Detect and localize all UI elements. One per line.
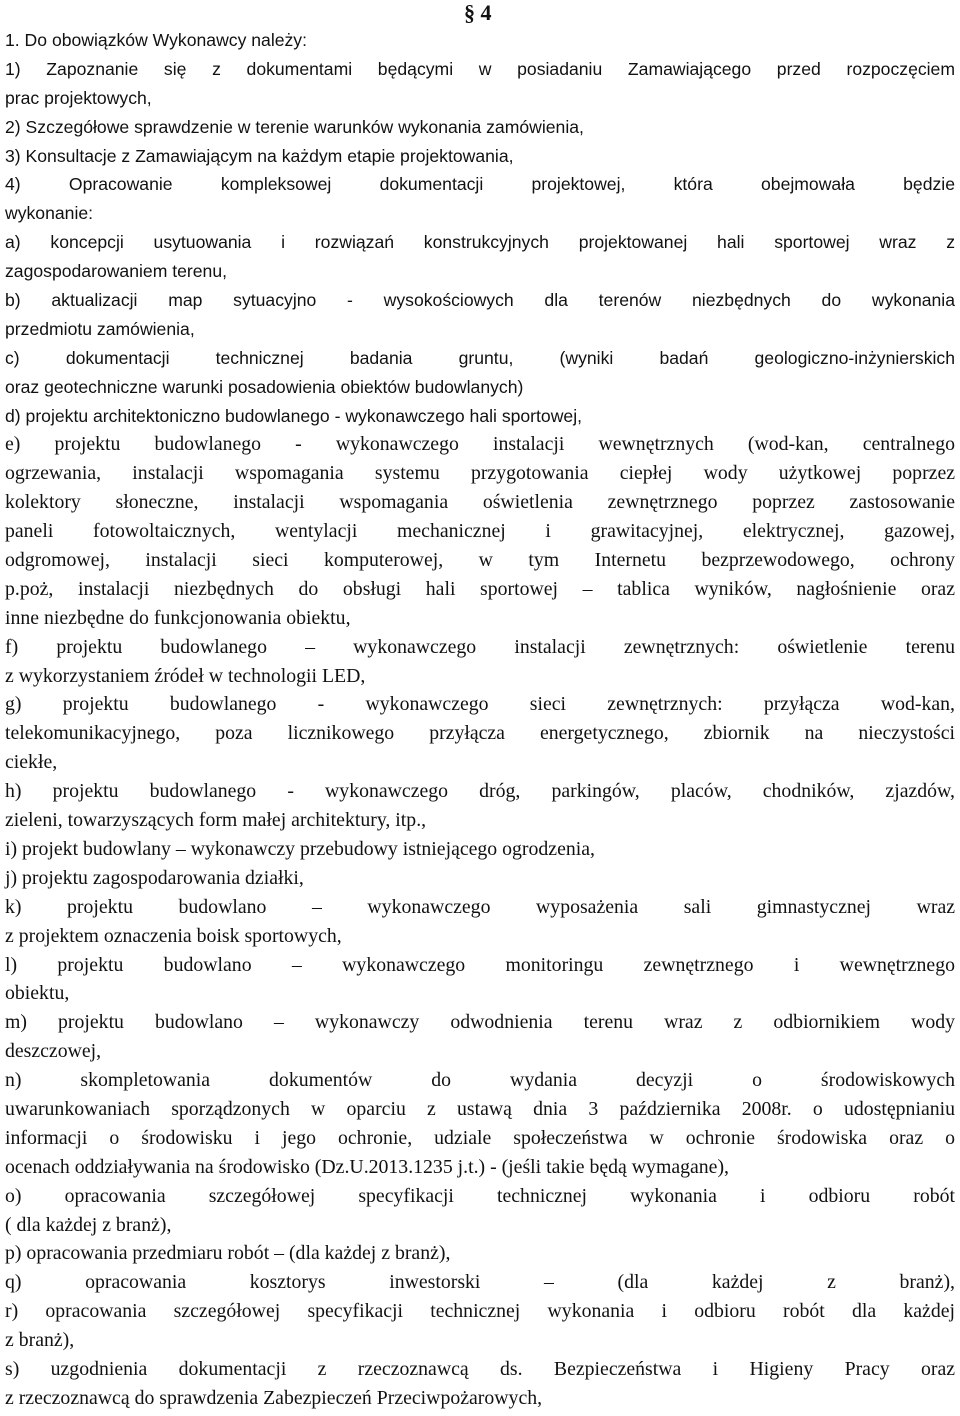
document-body — [5, 26, 955, 1413]
text-line: z wykorzystaniem źródeł w technologii LED, — [5, 664, 366, 687]
text-line: ( dla każdej z branż), — [5, 1213, 172, 1236]
text-line: inne niezbędne do funkcjonowania obiektu, — [5, 606, 351, 629]
text-line: 4) Opracowanie kompleksowej dokumentacji projektowej, która obejmowała będzie — [5, 174, 955, 195]
text-line: obiektu, — [5, 982, 70, 1005]
text-line: c) dokumentacji technicznej badania gruntu, (wyniki badań geologiczno-inżynierskich — [5, 347, 955, 368]
text-line: 3) Konsultacje z Zamawiającym na każdym etapie projektowania, — [5, 145, 514, 166]
text-line: zieleni, towarzyszących form małej architektury, itp., — [5, 809, 427, 832]
text-line: i) projekt budowlany – wykonawczy przebudowy istniejącego ogrodzenia, — [5, 837, 595, 860]
text-line: ocenach oddziaływania na środowisko (Dz.U.2013.1235 j.t.) - (jeśli takie będą wymagane), — [5, 1155, 729, 1178]
text-line: ciekłe, — [5, 751, 58, 774]
text-line: z projektem oznaczenia boisk sportowych, — [5, 924, 342, 947]
text-line: p.poż, instalacji niezbędnych do obsługi hali sportowej – tablica wyników, nagłośnienie oraz — [5, 577, 955, 600]
text-line: d) projektu architektoniczno budowlanego - wykonawczego hali sportowej, — [5, 405, 583, 426]
text-line: a) koncepcji usytuowania i rozwiązań konstrukcyjnych projektowanej hali sportowej wraz z — [5, 232, 955, 253]
text-line: oraz geotechniczne warunki posadowienia obiektów budowlanych) — [5, 376, 524, 397]
text-line: p) opracowania przedmiaru robót – (dla każdej z branż), — [5, 1242, 451, 1265]
text-line: r) opracowania szczegółowej specyfikacji technicznej wykonania i odbioru robót dla każdej — [5, 1300, 955, 1323]
text-line: uwarunkowaniach sporządzonych w oparciu z ustawą dnia 3 października 2008r. o udostępnianiu — [5, 1097, 955, 1120]
text-line: informacji o środowisku i jego ochronie, udziale społeczeństwa w ochronie środowiska oraz o — [5, 1126, 955, 1149]
text-line: deszczowej, — [5, 1040, 102, 1063]
text-line: kolektory słoneczne, instalacji wspomagania oświetlenia zewnętrznego poprzez zastosowanie — [5, 491, 955, 514]
text-line: odgromowej, instalacji sieci komputerowej, w tym Internetu bezprzewodowego, ochrony — [5, 549, 955, 572]
text-line: b) aktualizacji map sytuacyjno - wysokościowych dla terenów niezbędnych do wykonania — [5, 290, 955, 311]
text-line: 1) Zapoznanie się z dokumentami będącymi w posiadaniu Zamawiającego przed rozpoczęciem — [5, 58, 955, 79]
text-line: telekomunikacyjnego, poza licznikowego przyłącza energetycznego, zbiornik na nieczystości — [5, 722, 955, 745]
text-line: z branż), — [5, 1329, 75, 1352]
text-line: j) projektu zagospodarowania działki, — [5, 866, 304, 889]
text-line: paneli fotowoltaicznych, wentylacji mechanicznej i grawitacyjnej, elektrycznej, gazowej, — [5, 520, 955, 543]
text-line: m) projektu budowlano – wykonawczy odwodnienia terenu wraz z odbiornikiem wody — [5, 1011, 955, 1034]
text-line: z rzeczoznawcą do sprawdzenia Zabezpieczeń Przeciwpożarowych, — [5, 1386, 543, 1409]
text-line: f) projektu budowlanego – wykonawczego instalacji zewnętrznych: oświetlenie terenu — [5, 635, 955, 658]
text-line: k) projektu budowlano – wykonawczego wyposażenia sali gimnastycznej wraz — [5, 895, 955, 918]
text-line: 2) Szczegółowe sprawdzenie w terenie warunków wykonania zamówienia, — [5, 116, 584, 137]
text-line: zagospodarowaniem terenu, — [5, 261, 228, 282]
text-line: prac projektowych, — [5, 87, 152, 108]
text-line: l) projektu budowlano – wykonawczego monitoringu zewnętrznego i wewnętrznego — [5, 953, 955, 976]
text-line: h) projektu budowlanego - wykonawczego dróg, parkingów, placów, chodników, zjazdów, — [5, 780, 955, 803]
text-line: przedmiotu zamówienia, — [5, 318, 195, 339]
text-line: ogrzewania, instalacji wspomagania systemu przygotowania ciepłej wody użytkowej poprzez — [5, 462, 955, 485]
text-line: e) projektu budowlanego - wykonawczego instalacji wewnętrznych (wod-kan, centralnego — [5, 433, 955, 456]
section-heading: § 4 — [464, 0, 492, 25]
text-line: n) skompletowania dokumentów do wydania decyzji o środowiskowych — [5, 1069, 955, 1092]
text-line: q) opracowania kosztorys inwestorski – (dla każdej z branż), — [5, 1271, 955, 1294]
text-line: wykonanie: — [5, 203, 94, 224]
text-line: o) opracowania szczegółowej specyfikacji technicznej wykonania i odbioru robót — [5, 1184, 955, 1207]
text-line: 1. Do obowiązków Wykonawcy należy: — [5, 30, 307, 50]
text-line: s) uzgodnienia dokumentacji z rzeczoznawcą ds. Bezpieczeństwa i Higieny Pracy oraz — [5, 1357, 955, 1380]
text-line: g) projektu budowlanego - wykonawczego sieci zewnętrznych: przyłącza wod-kan, — [5, 693, 955, 716]
